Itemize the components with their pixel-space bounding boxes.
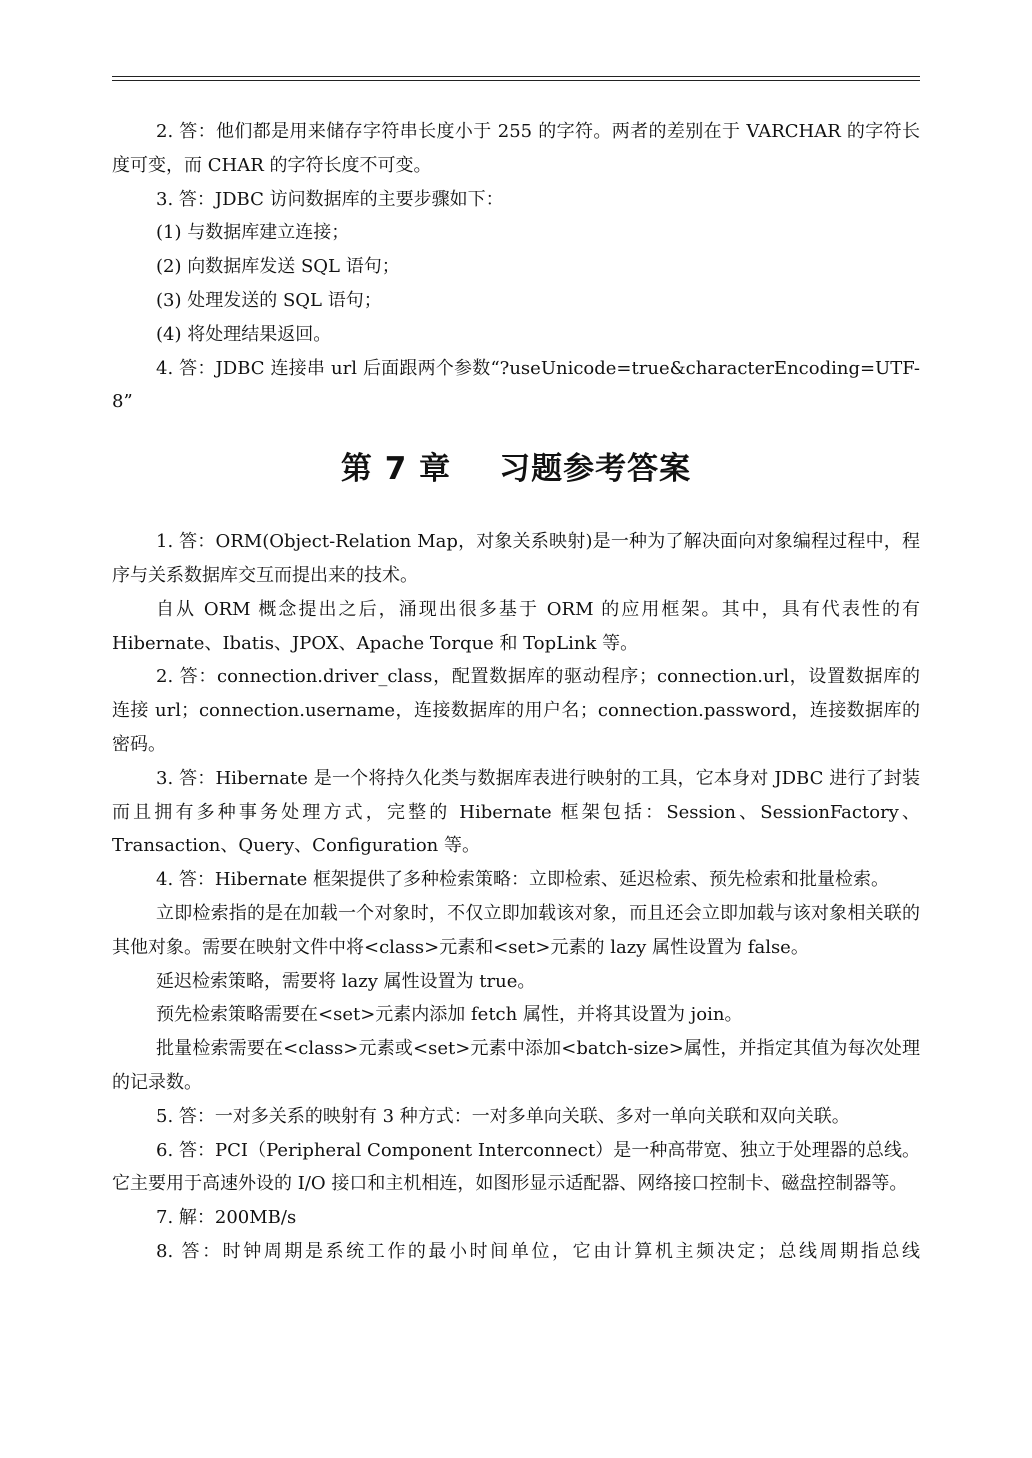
jdbc-step-4: (4) 将处理结果返回。 bbox=[156, 323, 332, 345]
chapter-number: 第 7 章 bbox=[340, 451, 452, 488]
page-content bbox=[112, 115, 920, 1269]
ch7-answer-5: 5. 答：一对多关系的映射有 3 种方式：一对多单向关联、多对一单向关联和双向关联。 bbox=[156, 1105, 850, 1127]
jdbc-step-3: (3) 处理发送的 SQL 语句； bbox=[156, 289, 382, 311]
jdbc-step-1: (1) 与数据库建立连接； bbox=[156, 222, 350, 244]
header-rule-thick bbox=[112, 76, 920, 77]
ch7-answer-6: 6. 答：PCI（Peripheral Component Interconnect）是一种高带宽、独立于处理器的总线。它主要用于高速外设的 I/O 接口和主机相连，如图形显示适配器、网络接口控制卡、磁盘控制器等。 bbox=[112, 1139, 920, 1195]
ch7-answer-4: 4. 答：Hibernate 框架提供了多种检索策略：立即检索、延迟检索、预先检索和批量检索。 bbox=[156, 869, 890, 891]
ch7-answer-4-lazy: 延迟检索策略，需要将 lazy 属性设置为 true。 bbox=[156, 970, 536, 992]
chapter-heading bbox=[112, 447, 920, 491]
ch7-answer-4-immediate: 立即检索指的是在加载一个对象时，不仅立即加载该对象，而且还会立即加载与该对象相关联的其他对象。需要在映射文件中将<class>元素和<set>元素的 lazy 属性设置为 false。 bbox=[112, 902, 920, 958]
answer-2-varchar: 2. 答：他们都是用来储存字符串长度小于 255 的字符。两者的差别在于 VARCHAR 的字符长度可变，而 CHAR 的字符长度不可变。 bbox=[112, 121, 920, 176]
ch7-answer-3: 3. 答：Hibernate 是一个将持久化类与数据库表进行映射的工具，它本身对 JDBC 进行了封装而且拥有多种事务处理方式，完整的 Hibernate 框架包括：Session、SessionFactory、Transaction、Query、Configuration 等。 bbox=[112, 767, 920, 857]
answer-3-jdbc-steps: 3. 答：JDBC 访问数据库的主要步骤如下： bbox=[156, 188, 504, 210]
answer-4-jdbc-url: 4. 答：JDBC 连接串 url 后面跟两个参数“?useUnicode=true&characterEncoding=UTF-8” bbox=[112, 357, 920, 413]
jdbc-step-2: (2) 向数据库发送 SQL 语句； bbox=[156, 256, 400, 278]
header-rule-thin bbox=[112, 80, 920, 81]
ch7-answer-1: 1. 答：ORM(Object-Relation Map，对象关系映射)是一种为了解决面向对象编程过程中，程序与关系数据库交互而提出来的技术。 bbox=[112, 531, 920, 586]
chapter-title: 习题参考答案 bbox=[499, 451, 692, 488]
ch7-answer-8: 8. 答：时钟周期是系统工作的最小时间单位，它由计算机主频决定；总线周期指总线 bbox=[156, 1240, 920, 1262]
ch7-answer-7: 7. 解：200MB/s bbox=[156, 1207, 297, 1229]
ch7-answer-1-cont: 自从 ORM 概念提出之后，涌现出很多基于 ORM 的应用框架。其中，具有代表性的有 Hibernate、Ibatis、JPOX、Apache Torque 和 TopLink 等。 bbox=[112, 598, 920, 654]
ch7-answer-4-eager: 预先检索策略需要在<set>元素内添加 fetch 属性，并将其设置为 join。 bbox=[156, 1004, 743, 1026]
ch7-answer-4-batch: 批量检索需要在<class>元素或<set>元素中添加<batch-size>属性，并指定其值为每次处理的记录数。 bbox=[112, 1038, 920, 1093]
ch7-answer-2: 2. 答：connection.driver_class，配置数据库的驱动程序；connection.url，设置数据库的连接 url；connection.username，连接数据库的用户名；connection.password，连接数据库的密码。 bbox=[112, 666, 920, 755]
